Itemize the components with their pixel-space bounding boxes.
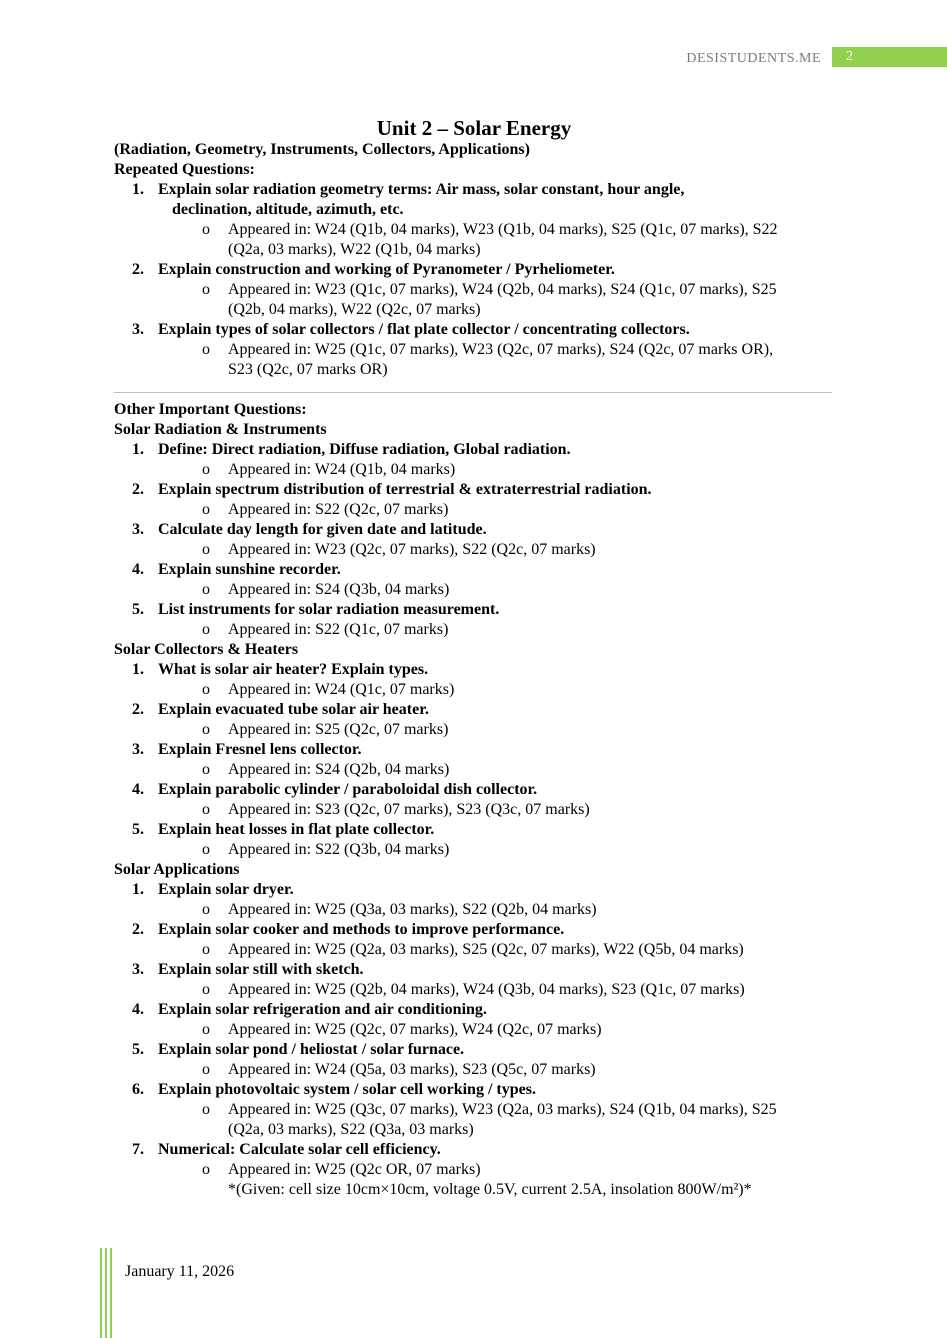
- question-number: 2.: [132, 921, 144, 938]
- appeared-in-text-continued: (Q2a, 03 marks), S22 (Q3a, 03 marks): [228, 1121, 474, 1138]
- question-number: 7.: [132, 1141, 144, 1158]
- question-text: Numerical: Calculate solar cell efficiency.: [158, 1141, 441, 1158]
- appeared-in-text: Appeared in: S22 (Q3b, 04 marks): [228, 841, 450, 858]
- question-item: [114, 600, 834, 620]
- bullet-marker: o: [202, 541, 210, 558]
- question-text: Explain evacuated tube solar air heater.: [158, 701, 429, 718]
- appeared-in-item: [114, 1020, 834, 1040]
- question-item: [114, 960, 834, 980]
- question-item: [114, 560, 834, 580]
- question-text: Explain solar radiation geometry terms: Air mass, solar constant, hour angle,: [158, 181, 685, 198]
- repeated-questions-list: [114, 180, 834, 380]
- question-number: 4.: [132, 1001, 144, 1018]
- question-item: [114, 820, 834, 840]
- appeared-in-item: [114, 980, 834, 1000]
- bullet-marker: o: [202, 1021, 210, 1038]
- bullet-marker: o: [202, 1061, 210, 1078]
- bullet-marker: o: [202, 841, 210, 858]
- appeared-in-text-continued: S23 (Q2c, 07 marks OR): [228, 361, 388, 378]
- question-text: Explain solar dryer.: [158, 881, 294, 898]
- other-heading: Other Important Questions:: [114, 401, 307, 418]
- question-item: [114, 520, 834, 540]
- repeated-heading: Repeated Questions:: [114, 161, 255, 178]
- appeared-in-text: Appeared in: W24 (Q1b, 04 marks), W23 (Q1b, 04 marks), S25 (Q1c, 07 marks), S22: [228, 221, 778, 238]
- appeared-in-item: [114, 620, 834, 640]
- question-text: Explain photovoltaic system / solar cell working / types.: [158, 1081, 536, 1098]
- appeared-in-item: [114, 720, 834, 740]
- bullet-marker: o: [202, 501, 210, 518]
- question-number: 4.: [132, 561, 144, 578]
- appeared-in-text: Appeared in: W23 (Q2c, 07 marks), S22 (Q2c, 07 marks): [228, 541, 596, 558]
- appeared-in-text: Appeared in: S22 (Q2c, 07 marks): [228, 501, 449, 518]
- appeared-in-item: [114, 1060, 834, 1080]
- footer-accent-bars: [100, 1248, 116, 1338]
- question-text: Calculate day length for given date and latitude.: [158, 521, 487, 538]
- appeared-in-item: [114, 800, 834, 820]
- bullet-marker: o: [202, 341, 210, 358]
- question-number: 5.: [132, 601, 144, 618]
- footer-date: January 11, 2026: [125, 1263, 235, 1280]
- question-text: Explain sunshine recorder.: [158, 561, 341, 578]
- question-text: Explain parabolic cylinder / paraboloidal dish collector.: [158, 781, 538, 798]
- page-title: Unit 2 – Solar Energy: [376, 116, 572, 140]
- question-item: [114, 740, 834, 760]
- section-heading: Solar Radiation & Instruments: [114, 421, 327, 438]
- question-item: [114, 1000, 834, 1020]
- question-item: [114, 480, 834, 500]
- question-item: [114, 920, 834, 940]
- appeared-in-text: Appeared in: W23 (Q1c, 07 marks), W24 (Q2b, 04 marks), S24 (Q1c, 07 marks), S25: [228, 281, 777, 298]
- appeared-in-item: [114, 840, 834, 860]
- appeared-in-item: [114, 500, 834, 520]
- appeared-in-text: Appeared in: W25 (Q2b, 04 marks), W24 (Q3b, 04 marks), S23 (Q1c, 07 marks): [228, 981, 745, 998]
- question-text: Explain types of solar collectors / flat plate collector / concentrating collectors.: [158, 321, 690, 338]
- appeared-in-text: Appeared in: W25 (Q3c, 07 marks), W23 (Q2a, 03 marks), S24 (Q1b, 04 marks), S25: [228, 1101, 777, 1118]
- appeared-in-text-continued: *(Given: cell size 10cm×10cm, voltage 0.5V, current 2.5A, insolation 800W/m²)*: [228, 1181, 752, 1198]
- question-number: 6.: [132, 1081, 144, 1098]
- appeared-in-text: Appeared in: W25 (Q2a, 03 marks), S25 (Q2c, 07 marks), W22 (Q5b, 04 marks): [228, 941, 744, 958]
- appeared-in-item: [114, 900, 834, 920]
- bullet-marker: o: [202, 461, 210, 478]
- bullet-marker: o: [202, 281, 210, 298]
- appeared-in-item: [114, 220, 834, 240]
- appeared-in-text: Appeared in: S24 (Q3b, 04 marks): [228, 581, 450, 598]
- question-item: [114, 880, 834, 900]
- appeared-in-text: Appeared in: W25 (Q2c, 07 marks), W24 (Q2c, 07 marks): [228, 1021, 602, 1038]
- appeared-in-item: [114, 540, 834, 560]
- question-number: 5.: [132, 821, 144, 838]
- question-text: Explain spectrum distribution of terrestrial & extraterrestrial radiation.: [158, 481, 652, 498]
- bullet-marker: o: [202, 1101, 210, 1118]
- section-divider: [114, 392, 832, 393]
- bullet-marker: o: [202, 1161, 210, 1178]
- question-number: 2.: [132, 261, 144, 278]
- question-number: 2.: [132, 701, 144, 718]
- page-number-badge: 2: [832, 47, 947, 67]
- question-text: Explain solar refrigeration and air conditioning.: [158, 1001, 487, 1018]
- question-text: Explain solar cooker and methods to improve performance.: [158, 921, 565, 938]
- bullet-marker: o: [202, 941, 210, 958]
- appeared-in-item: [114, 680, 834, 700]
- question-number: 3.: [132, 521, 144, 538]
- appeared-in-item: [114, 1160, 834, 1180]
- question-number: 3.: [132, 961, 144, 978]
- appeared-in-text: Appeared in: S22 (Q1c, 07 marks): [228, 621, 449, 638]
- other-questions-list: [114, 420, 834, 1200]
- appeared-in-text: Appeared in: W25 (Q1c, 07 marks), W23 (Q2c, 07 marks), S24 (Q2c, 07 marks OR),: [228, 341, 774, 358]
- question-item: [114, 780, 834, 800]
- question-item: [114, 1040, 834, 1060]
- appeared-in-text: Appeared in: W25 (Q2c OR, 07 marks): [228, 1161, 481, 1178]
- question-item: [114, 1080, 834, 1100]
- header-site-name: DESISTUDENTS.ME: [686, 51, 821, 66]
- question-number: 1.: [132, 181, 144, 198]
- question-text: List instruments for solar radiation measurement.: [158, 601, 500, 618]
- question-item: [114, 260, 834, 280]
- bullet-marker: o: [202, 221, 210, 238]
- appeared-in-item: [114, 340, 834, 360]
- bullet-marker: o: [202, 801, 210, 818]
- question-item: [114, 440, 834, 460]
- section-heading: Solar Applications: [114, 861, 240, 878]
- appeared-in-text: Appeared in: W24 (Q1c, 07 marks): [228, 681, 455, 698]
- question-text: Explain Fresnel lens collector.: [158, 741, 362, 758]
- bullet-marker: o: [202, 681, 210, 698]
- question-text: Explain construction and working of Pyranometer / Pyrheliometer.: [158, 261, 615, 278]
- appeared-in-item: [114, 460, 834, 480]
- section-heading: Solar Collectors & Heaters: [114, 641, 299, 658]
- bullet-marker: o: [202, 581, 210, 598]
- question-number: 4.: [132, 781, 144, 798]
- appeared-in-text: Appeared in: W24 (Q5a, 03 marks), S23 (Q5c, 07 marks): [228, 1061, 596, 1078]
- appeared-in-text: Appeared in: S24 (Q2b, 04 marks): [228, 761, 450, 778]
- question-item: [114, 700, 834, 720]
- question-text: Explain heat losses in flat plate collector.: [158, 821, 435, 838]
- question-number: 3.: [132, 741, 144, 758]
- bullet-marker: o: [202, 981, 210, 998]
- question-item: [114, 660, 834, 680]
- question-number: 1.: [132, 881, 144, 898]
- bullet-marker: o: [202, 901, 210, 918]
- appeared-in-item: [114, 1100, 834, 1120]
- question-text-continued: declination, altitude, azimuth, etc.: [172, 201, 404, 218]
- question-item: [114, 180, 834, 200]
- document-body: [114, 116, 834, 1200]
- appeared-in-text-continued: (Q2b, 04 marks), W22 (Q2c, 07 marks): [228, 301, 481, 318]
- bullet-marker: o: [202, 721, 210, 738]
- question-number: 5.: [132, 1041, 144, 1058]
- appeared-in-item: [114, 760, 834, 780]
- appeared-in-item: [114, 940, 834, 960]
- appeared-in-text-continued: (Q2a, 03 marks), W22 (Q1b, 04 marks): [228, 241, 481, 258]
- question-item: [114, 320, 834, 340]
- question-number: 1.: [132, 441, 144, 458]
- bullet-marker: o: [202, 761, 210, 778]
- subtitle: (Radiation, Geometry, Instruments, Collectors, Applications): [114, 141, 530, 158]
- question-text: Define: Direct radiation, Diffuse radiation, Global radiation.: [158, 441, 571, 458]
- question-number: 2.: [132, 481, 144, 498]
- appeared-in-text: Appeared in: S23 (Q2c, 07 marks), S23 (Q3c, 07 marks): [228, 801, 590, 818]
- question-text: Explain solar still with sketch.: [158, 961, 364, 978]
- question-number: 1.: [132, 661, 144, 678]
- appeared-in-text: Appeared in: S25 (Q2c, 07 marks): [228, 721, 449, 738]
- question-item: [114, 1140, 834, 1160]
- appeared-in-text: Appeared in: W24 (Q1b, 04 marks): [228, 461, 456, 478]
- appeared-in-item: [114, 580, 834, 600]
- question-text: What is solar air heater? Explain types.: [158, 661, 429, 678]
- appeared-in-item: [114, 280, 834, 300]
- question-text: Explain solar pond / heliostat / solar furnace.: [158, 1041, 465, 1058]
- bullet-marker: o: [202, 621, 210, 638]
- question-number: 3.: [132, 321, 144, 338]
- appeared-in-text: Appeared in: W25 (Q3a, 03 marks), S22 (Q2b, 04 marks): [228, 901, 597, 918]
